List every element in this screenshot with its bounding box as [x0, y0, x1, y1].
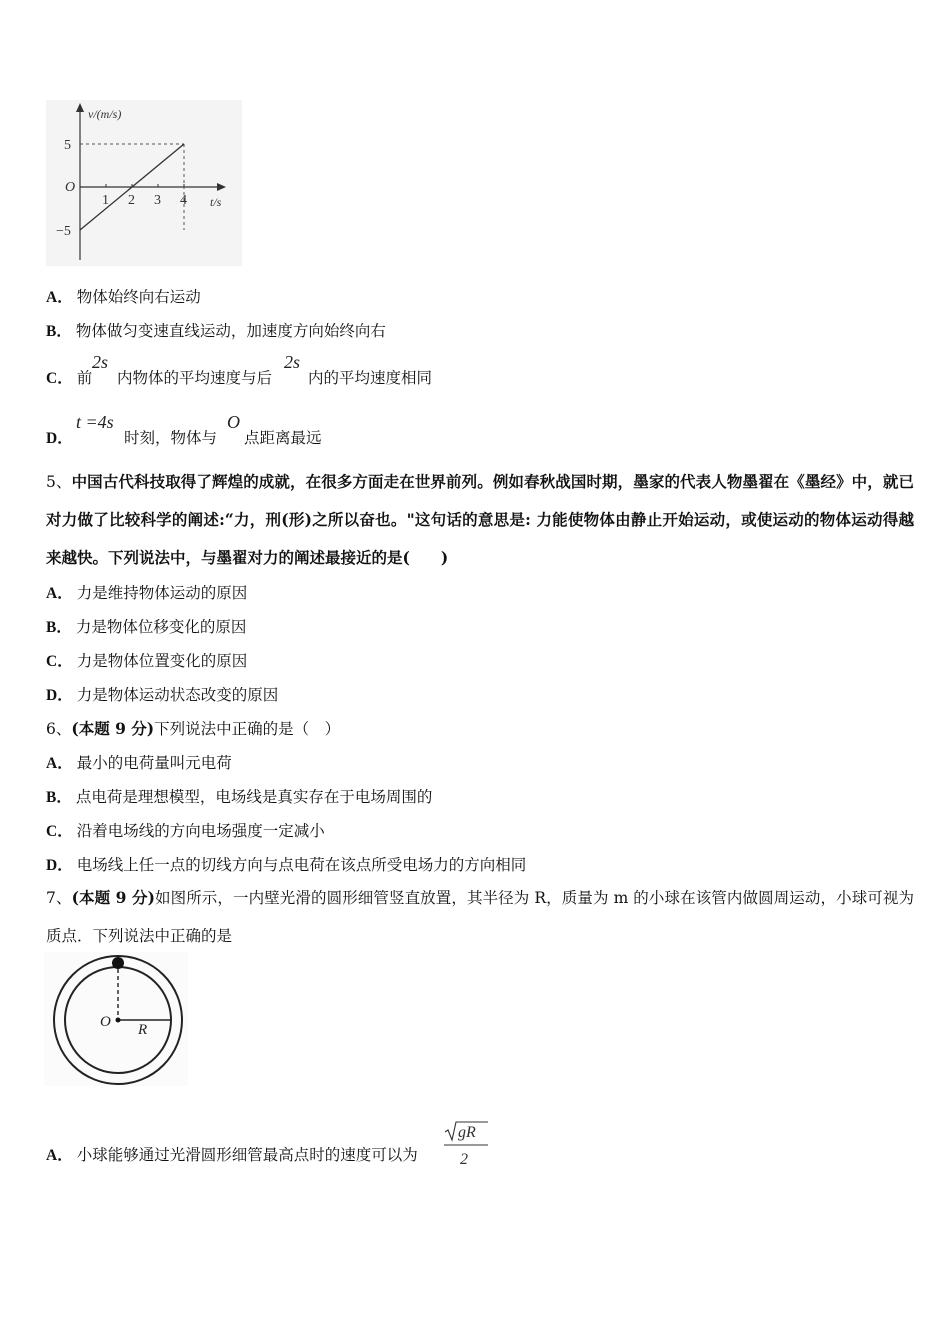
- y-tick-5: 5: [64, 138, 71, 153]
- question-number: 5、: [46, 473, 72, 491]
- option-letter: A．: [46, 1147, 73, 1164]
- option-text: 力是物体运动状态改变的原因: [76, 686, 279, 704]
- x-tick-1: 1: [102, 193, 109, 208]
- center-label: O: [100, 1014, 111, 1030]
- option-text-mid: 内物体的平均速度与后: [117, 369, 273, 387]
- option-letter: A．: [46, 289, 73, 306]
- q5-option-b: [46, 615, 246, 637]
- option-text: 电场线上任一点的切线方向与点电荷在该点所受电场力的方向相同: [76, 856, 527, 874]
- option-text-post: 内的平均速度相同: [308, 369, 433, 387]
- q7-stem: [46, 879, 914, 955]
- q6-option-a: [46, 751, 232, 773]
- question-score: (本题 9 分): [71, 888, 155, 907]
- option-text: 小球能够通过光滑圆形细管最高点时的速度可以为: [76, 1146, 418, 1164]
- option-text: 物体始终向右运动: [76, 288, 201, 306]
- option-text-pre: 前: [76, 369, 93, 387]
- option-letter: A．: [46, 755, 73, 772]
- x-tick-3: 3: [154, 193, 161, 208]
- origin-label: O: [65, 180, 76, 195]
- q4-option-b: [46, 319, 386, 341]
- option-letter: D．: [46, 857, 73, 874]
- fraction-sqrt-gr-over-2: [442, 1118, 490, 1170]
- q4-option-c: [46, 366, 92, 388]
- question-number: 7、: [46, 889, 72, 907]
- q5-stem: [46, 463, 914, 577]
- option-text: 力是物体位移变化的原因: [75, 618, 247, 636]
- option-letter: C．: [46, 823, 73, 840]
- q5-option-a: [46, 581, 247, 603]
- option-text: 沿着电场线的方向电场强度一定减小: [76, 822, 325, 840]
- q6-option-c: [46, 819, 325, 841]
- option-letter: D．: [46, 430, 73, 447]
- option-letter: A．: [46, 585, 73, 602]
- q6-option-d: [46, 853, 526, 875]
- option-letter: C．: [46, 370, 73, 387]
- math-2s-first: 2s: [92, 352, 109, 372]
- option-letter: B．: [46, 323, 72, 340]
- option-text: 力是物体位置变化的原因: [76, 652, 248, 670]
- q7-option-a: [46, 1143, 418, 1165]
- y-tick-neg5: −5: [56, 224, 71, 239]
- math-t-equals-4s: t =4s: [76, 412, 114, 432]
- q4-option-a: [46, 285, 201, 307]
- option-letter: C．: [46, 653, 73, 670]
- option-text: 最小的电荷量叫元电荷: [76, 754, 232, 772]
- q6-option-b: [46, 785, 432, 807]
- x-tick-2: 2: [128, 193, 135, 208]
- option-text: 物体做匀变速直线运动，加速度方向始终向右: [75, 322, 386, 340]
- velocity-time-graph: [46, 100, 242, 266]
- q5-option-c: [46, 649, 247, 671]
- x-tick-4: 4: [180, 193, 187, 208]
- circular-tube-diagram: [44, 952, 188, 1086]
- q4-option-d: [46, 426, 77, 448]
- option-text-mid: 时刻，物体与: [124, 429, 218, 447]
- option-letter: B．: [46, 619, 72, 636]
- option-text-post: 点距离最远: [244, 429, 322, 447]
- question-number: 6、: [46, 720, 72, 738]
- option-text: 力是维持物体运动的原因: [76, 584, 248, 602]
- q5-option-d: [46, 683, 278, 705]
- ball: [112, 957, 124, 969]
- center-dot: [116, 1018, 121, 1023]
- question-stem: 下列说法中正确的是（ ）: [154, 720, 341, 738]
- option-letter: B．: [46, 789, 72, 806]
- option-letter: D．: [46, 687, 73, 704]
- question-stem: 中国古代科技取得了辉煌的成就，在很多方面走在世界前列。例如春秋战国时期，墨家的代表人物墨翟在《墨经》中，就已对力做了比较科学的阐述:“力，刑(形)之所以奋也。"这句话的意思是: 力能使物体由静止开始运动，或使运动的物体运动得越来越快。下列说法中，与墨翟对力的阐述最接近的是( ): [46, 472, 914, 567]
- frac-numerator: gR: [458, 1124, 476, 1141]
- q6-stem: [46, 717, 340, 739]
- frac-denominator: 2: [460, 1151, 468, 1168]
- x-axis-label: t/s: [210, 195, 222, 209]
- math-point-o: O: [227, 412, 240, 432]
- question-score: (本题 9 分): [71, 719, 155, 738]
- y-axis-label: v/(m/s): [88, 107, 122, 121]
- math-2s-second: 2s: [284, 352, 301, 372]
- radius-label: R: [138, 1022, 148, 1038]
- question-stem: 如图所示，一内壁光滑的圆形细管竖直放置，其半径为 R，质量为 m 的小球在该管内做圆周运动，小球可视为质点．下列说法中正确的是: [46, 889, 914, 945]
- option-text: 点电荷是理想模型，电场线是真实存在于电场周围的: [75, 788, 433, 806]
